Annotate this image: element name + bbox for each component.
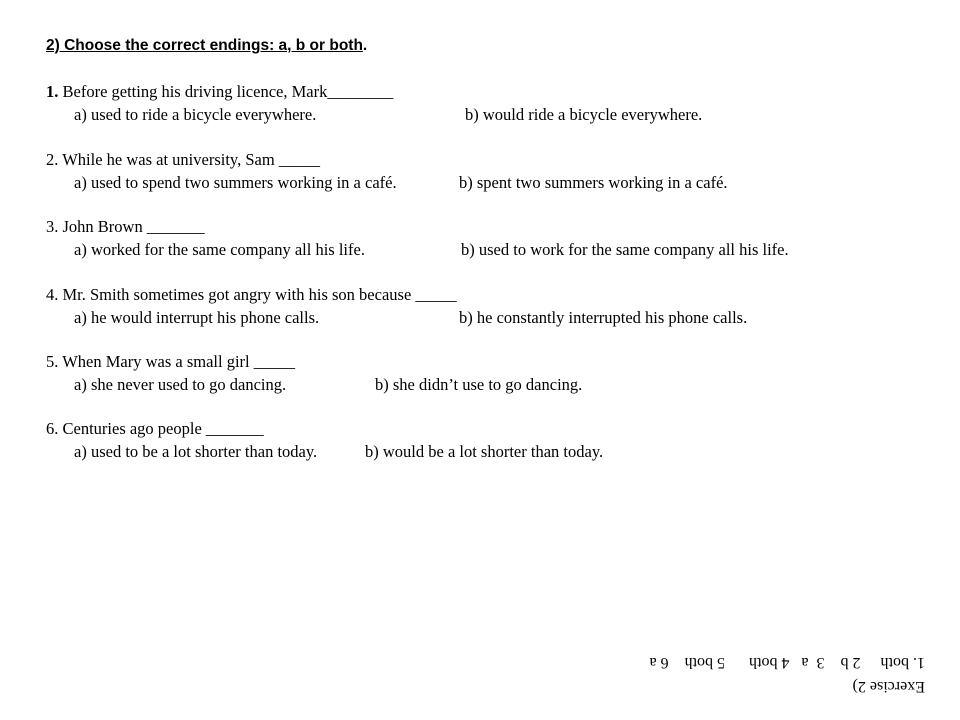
question-1-text: Before getting his driving licence, Mark________ bbox=[62, 82, 394, 101]
exercise-title bbox=[46, 37, 367, 55]
question-6-option-a: a) used to be a lot shorter than today. bbox=[74, 442, 318, 461]
question-3-stem bbox=[46, 217, 205, 237]
question-4-stem bbox=[46, 285, 457, 305]
question-2-text: While he was at university, Sam _____ bbox=[62, 150, 321, 169]
exercise-title-period: . bbox=[362, 37, 368, 54]
question-3-number: 3. bbox=[46, 217, 59, 236]
answer-key-answers: 1. both 2 b 3 a 4 both 5 both 6 a bbox=[649, 654, 925, 671]
question-5-text: When Mary was a small girl _____ bbox=[62, 352, 295, 371]
question-4-option-a: a) he would interrupt his phone calls. bbox=[74, 308, 320, 327]
question-6-stem bbox=[46, 419, 264, 439]
question-5-option-b: b) she didn’t use to go dancing. bbox=[375, 375, 583, 394]
question-2-stem bbox=[46, 150, 320, 170]
question-3-option-a: a) worked for the same company all his life. bbox=[74, 240, 365, 259]
question-6-option-b: b) would be a lot shorter than today. bbox=[365, 442, 604, 461]
question-1-option-a: a) used to ride a bicycle everywhere. bbox=[74, 105, 317, 124]
question-2-option-a: a) used to spend two summers working in a café. bbox=[74, 173, 397, 192]
question-2-option-b: b) spent two summers working in a café. bbox=[459, 173, 728, 192]
question-3-option-b: b) used to work for the same company all his life. bbox=[461, 240, 789, 259]
question-5-option-a: a) she never used to go dancing. bbox=[74, 375, 287, 394]
question-2-number: 2. bbox=[46, 150, 59, 169]
question-1-stem bbox=[46, 82, 393, 102]
question-6-number: 6. bbox=[46, 419, 59, 438]
answer-key-heading: Exercise 2) bbox=[852, 678, 925, 695]
question-3-text: John Brown _______ bbox=[62, 217, 205, 236]
question-1-option-b: b) would ride a bicycle everywhere. bbox=[465, 105, 703, 124]
question-5-number: 5. bbox=[46, 352, 59, 371]
question-4-option-b: b) he constantly interrupted his phone calls. bbox=[459, 308, 748, 327]
question-6-text: Centuries ago people _______ bbox=[62, 419, 264, 438]
answer-key bbox=[640, 645, 925, 695]
question-4-number: 4. bbox=[46, 285, 59, 304]
question-1-number: 1. bbox=[46, 82, 59, 101]
exercise-title-text: 2) Choose the correct endings: a, b or both bbox=[46, 37, 363, 54]
question-5-stem bbox=[46, 352, 295, 372]
question-4-text: Mr. Smith sometimes got angry with his son because _____ bbox=[62, 285, 457, 304]
